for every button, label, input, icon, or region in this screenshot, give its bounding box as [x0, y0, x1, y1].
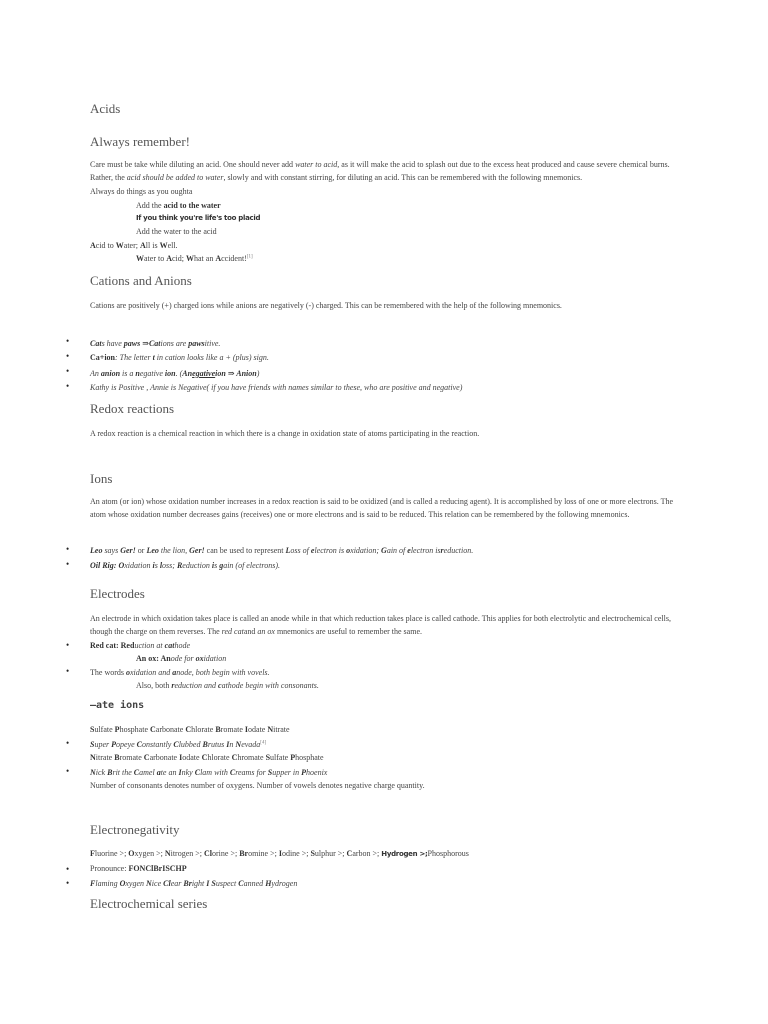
bullet-marker: •	[66, 640, 70, 650]
list-item-red-cat: Red cat: Reduction at cathode	[90, 641, 190, 650]
electronegativity-series: Fluorine >; Oxygen >; Nitrogen >; Clorine >; Bromine >; Iodine >; Sulphur >; Carbon >; Hydrogen >;Phosphorous	[90, 849, 469, 858]
list-item-cats-paws: Cats have paws ⇒Cations are pawsitive.	[90, 339, 221, 348]
heading-always-remember: Always remember!	[90, 134, 190, 149]
bullet-marker: •	[66, 666, 70, 676]
list-item-ca-ion: Ca+ion: The letter t in cation looks like a + (plus) sign.	[90, 353, 269, 362]
paragraph-cations: Cations are positively (+) charged ions while anions are negatively (-) charged. This can be remembered with the help of the following mnemonics.	[90, 301, 562, 310]
heading-cations-anions: Cations and Anions	[90, 273, 192, 288]
heading-electrochemical-series: Electrochemical series	[90, 896, 208, 911]
heading-ate-ions: –ate ions	[90, 700, 145, 711]
heading-electrodes: Electrodes	[90, 586, 145, 601]
paragraph-acid-dilution: Care must be take while diluting an acid. One should never add water to acid, as it will make the acid to splash out due to the excess heat produced and cause severe chemical burns. Rather, the acid should be added to water, slowly and with constant stirring, for diluting an acid. This can be remembered with the following mnemonics.	[90, 160, 670, 182]
list-item-leo-ger: Leo says Ger! or Leo the lion, Ger! can be used to represent Loss of electron is oxidation; Gain of electron isreduction.	[90, 546, 474, 555]
bullet-marker: •	[66, 559, 70, 569]
heading-redox: Redox reactions	[90, 401, 175, 416]
mnemonic-line-always: Always do things as you oughta	[90, 187, 193, 196]
reference-link-1[interactable]: [1]	[246, 254, 253, 260]
list-item-an-ox: An ox: Anode for oxidation	[136, 654, 227, 663]
list-line-anions-1: Sulfate Phosphate Carbonate Chlorate Bromate Iodate Nitrate	[90, 725, 290, 734]
list-item-consonants: Also, both reduction and cathode begin with consonants.	[136, 681, 319, 690]
list-item-oil-rig: Oil Rig: Oxidation is loss; Reduction is gain (of electrons).	[90, 561, 280, 570]
bullet-marker: •	[66, 366, 70, 376]
list-item-flaming-oxygen: Flaming Oxygen Nice Clear Bright I Suspect Canned Hydrogen	[90, 879, 298, 888]
paragraph-redox: A redox reaction is a chemical reaction in which there is a change in oxidation state of atoms participating in the reaction.	[90, 429, 480, 438]
mnemonic-line-add-acid: Add the acid to the water	[136, 201, 221, 210]
bullet-marker: •	[66, 878, 70, 888]
bullet-marker: •	[66, 864, 70, 874]
bullet-marker: •	[66, 351, 70, 361]
bullet-marker: •	[66, 381, 70, 391]
mnemonic-water-to-acid: Water to Acid; What an Accident![1]	[136, 254, 253, 263]
list-line-anions-2: Nitrate Bromate Carbonate Iodate Chlorate Chromate Sulfate Phosphate	[90, 753, 324, 762]
list-item-anion: An anion is a negative ion. (Anegativeion ⇒ Anion)	[90, 369, 260, 378]
mnemonic-line-add-water: Add the water to the acid	[136, 227, 217, 236]
heading-ions: Ions	[90, 471, 113, 486]
mnemonic-acid-to-water: Acid to Water; All is Well.	[90, 241, 178, 250]
bullet-marker: •	[66, 336, 70, 346]
list-item-nick-brit: Nick Brit the Camel ate an Inky Clam with Creams for Supper in Phoenix	[90, 768, 328, 777]
list-item-super-popeye: Super Popeye Constantly Clubbed Brutus In Nevada[4]	[90, 740, 267, 749]
heading-acids: Acids	[90, 101, 121, 116]
heading-electronegativity: Electronegativity	[90, 822, 180, 837]
bullet-marker: •	[66, 766, 70, 776]
list-item-kathy-annie: Kathy is Positive , Annie is Negative( if you have friends with names similar to these, who are positive and negative)	[90, 383, 463, 392]
list-item-vowels: The words oxidation and anode, both begin with vovels.	[90, 668, 270, 677]
reference-link-4[interactable]: [4]	[260, 740, 267, 746]
bullet-marker: •	[66, 738, 70, 748]
paragraph-electrodes: An electrode in which oxidation takes place is called an anode while in that which reduction takes place is called cathode. This applies for both electrolytic and electrochemical cells, though the charge on them reverses. The red catand an ox mnemonics are useful to remember the same.	[90, 614, 671, 636]
list-item-pronounce: Pronounce: FONClBrISCHP	[90, 864, 187, 873]
paragraph-ions: An atom (or ion) whose oxidation number increases in a redox reaction is said to be oxidized (and is called a reducing agent). It is accomplished by loss of one or more electrons. The atom whose oxidation number decreases gains (receives) one or more electrons and is said to be reduced. This relation can be remembered by the following mnemonics.	[90, 497, 674, 519]
bullet-marker: •	[66, 544, 70, 554]
note-consonants-vowels: Number of consonants denotes number of oxygens. Number of vowels denotes negative charge quantity.	[90, 781, 425, 790]
mnemonic-line-placid: If you think you're life's too placid	[136, 214, 261, 222]
